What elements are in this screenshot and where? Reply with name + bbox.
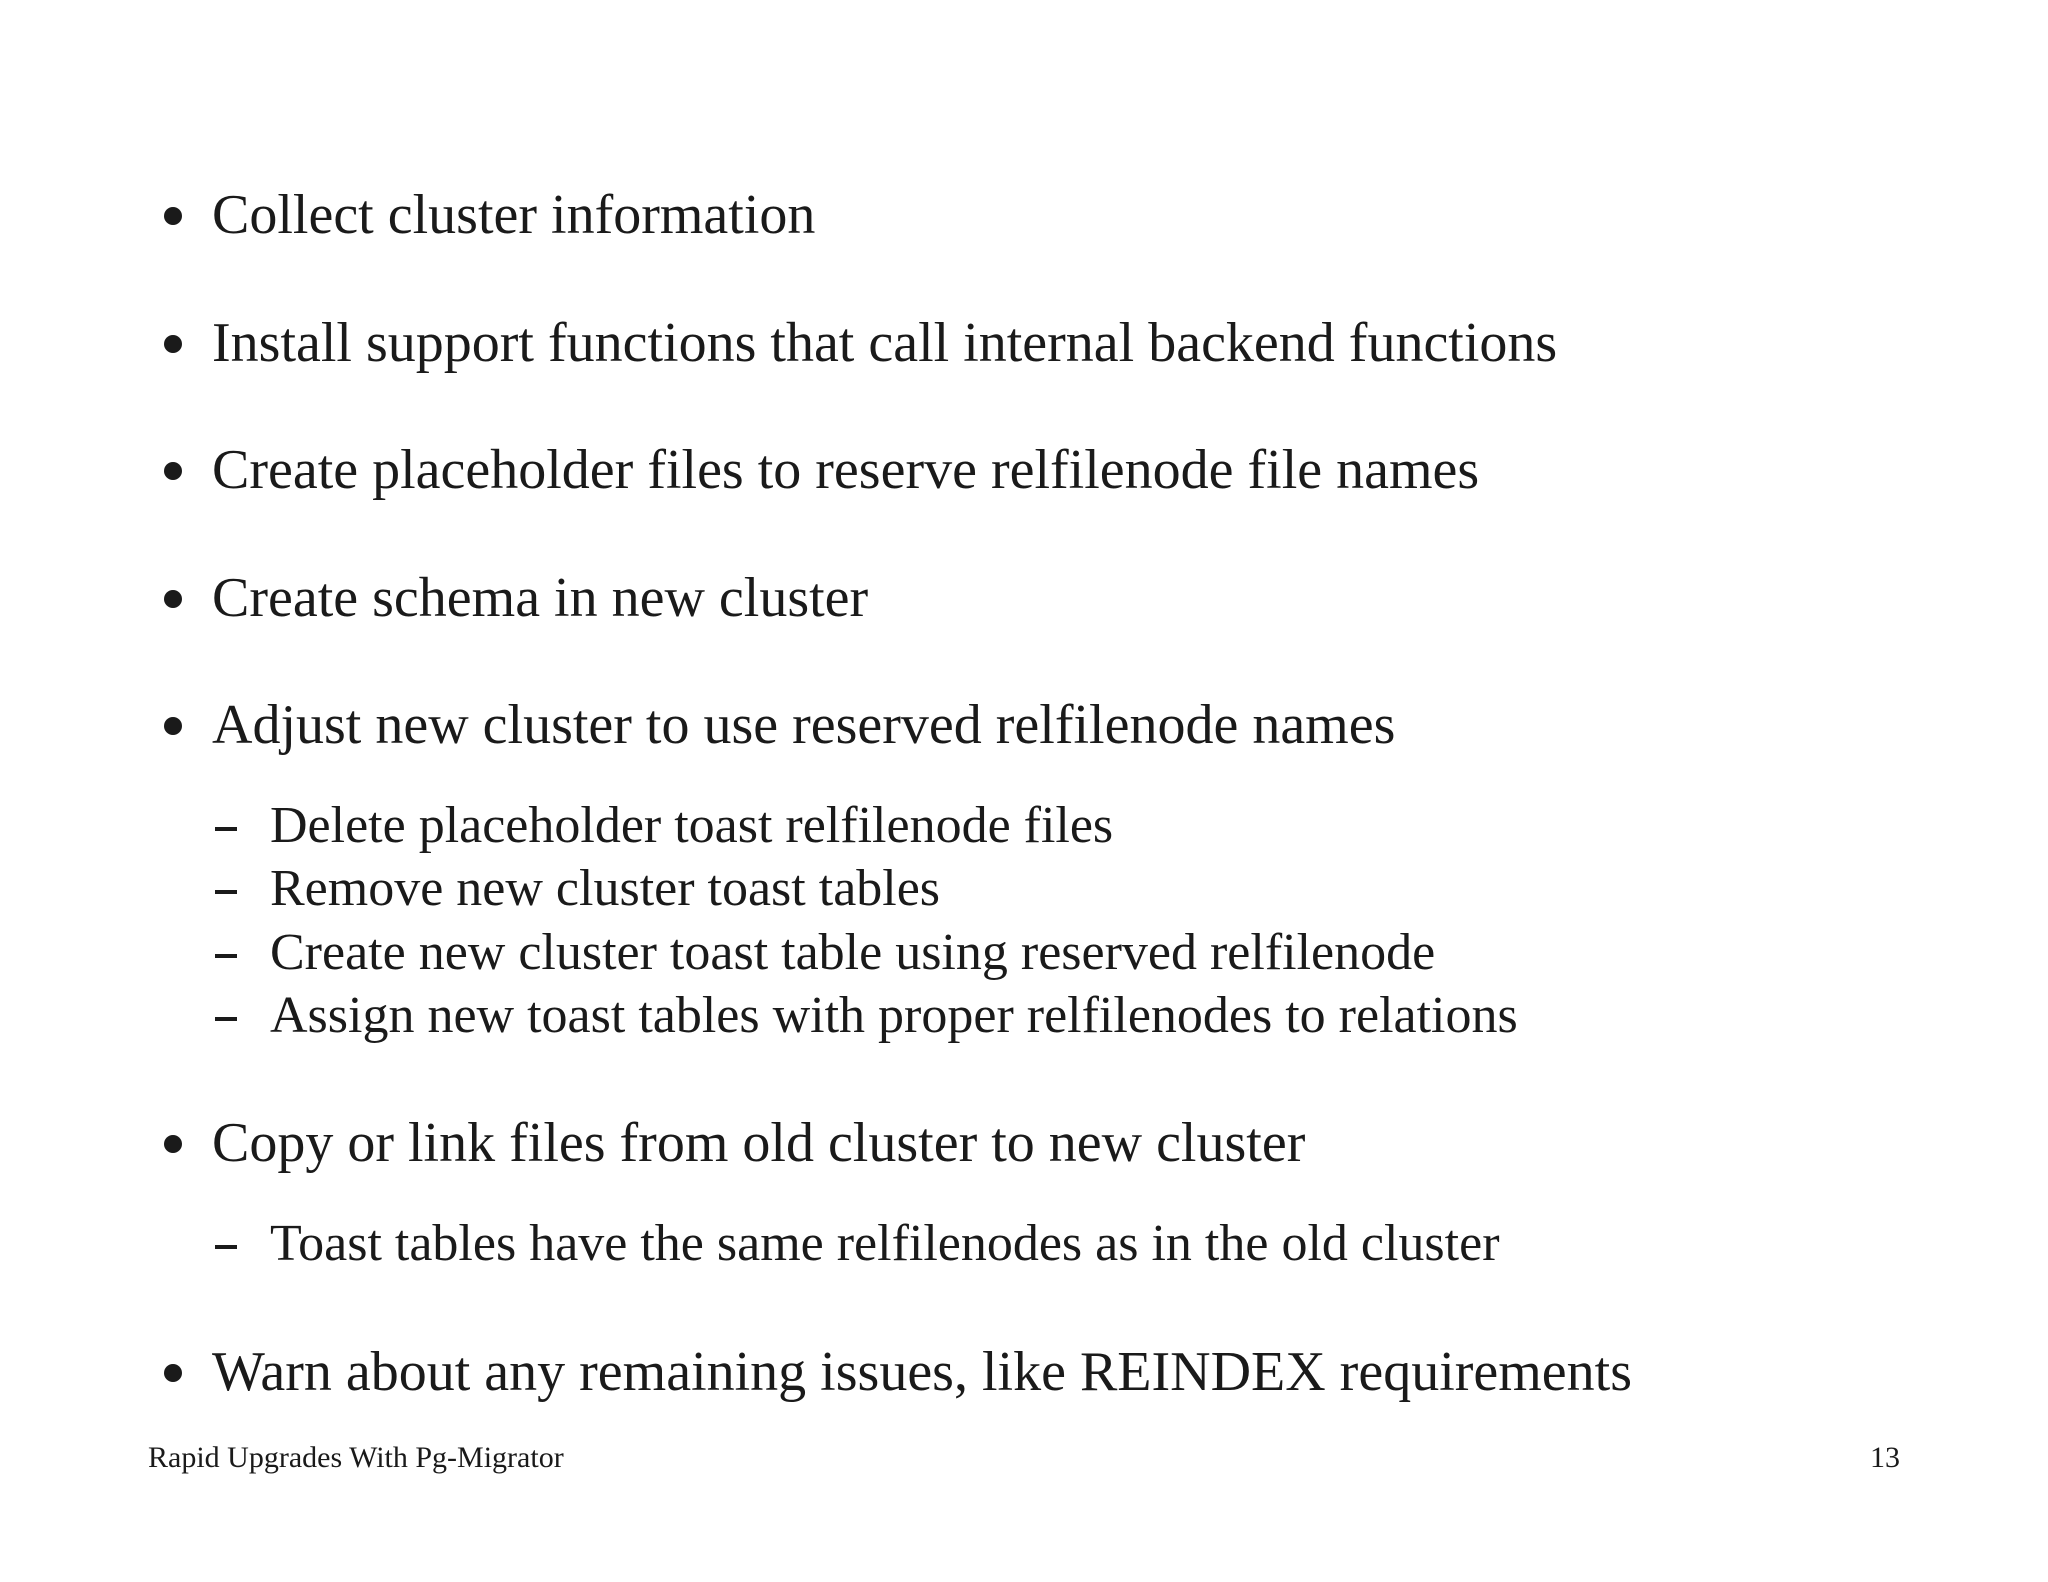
dash-marker <box>215 1017 237 1021</box>
bullet-text: Warn about any remaining issues, like REINDEX requirements <box>212 1341 1633 1403</box>
sub-bullet-text: Create new cluster toast table using reserved relfilenode <box>270 924 1436 981</box>
dash-marker <box>215 1245 237 1249</box>
bullet-marker <box>164 1135 182 1153</box>
bullet-text: Create placeholder files to reserve relfilenode file names <box>212 439 1480 501</box>
sub-bullet-text: Assign new toast tables with proper relfilenodes to relations <box>270 987 1518 1044</box>
bullet-marker <box>164 462 182 480</box>
bullet-marker <box>164 1364 182 1382</box>
footer-title: Rapid Upgrades With Pg-Migrator <box>148 1441 564 1474</box>
bullet-text: Create schema in new cluster <box>212 567 869 629</box>
sub-bullet-text: Remove new cluster toast tables <box>270 860 941 917</box>
sub-bullet-text: Toast tables have the same relfilenodes as in the old cluster <box>270 1215 1500 1272</box>
bullet-text: Adjust new cluster to use reserved relfilenode names <box>212 694 1396 756</box>
bullet-marker <box>164 717 182 735</box>
sub-bullet-text: Delete placeholder toast relfilenode files <box>270 797 1114 854</box>
bullet-marker <box>164 590 182 608</box>
page-number: 13 <box>1870 1441 1900 1474</box>
dash-marker <box>215 954 237 958</box>
bullet-text: Collect cluster information <box>212 184 816 246</box>
bullet-text: Copy or link files from old cluster to new cluster <box>212 1112 1306 1174</box>
bullet-text: Install support functions that call internal backend functions <box>212 312 1558 374</box>
bullet-marker <box>164 335 182 353</box>
dash-marker <box>215 890 237 894</box>
bullet-marker <box>164 207 182 225</box>
dash-marker <box>215 827 237 831</box>
